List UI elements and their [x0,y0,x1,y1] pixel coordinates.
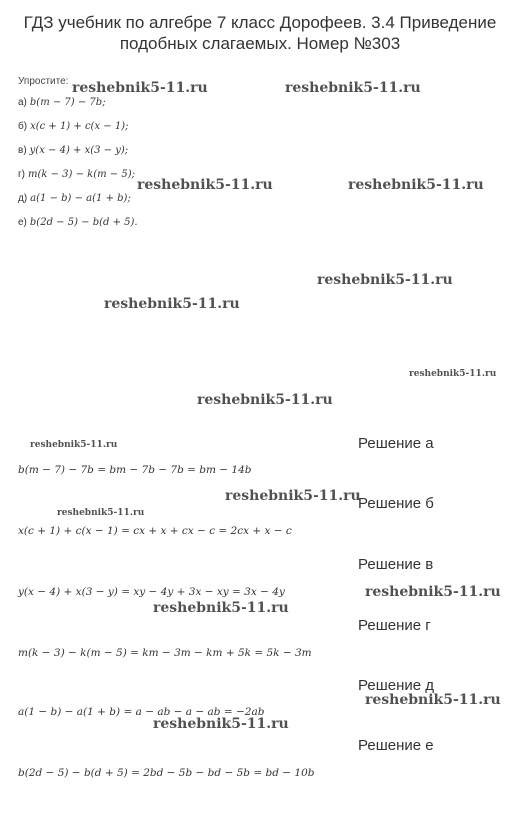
task-item-label: д) [18,193,28,204]
watermark: reshebnik5-11.ru [317,272,453,288]
task-item-label: в) [18,145,27,156]
solution-heading-b: Решение б [358,495,434,512]
solution-equation-a: b(m − 7) − 7b = bm − 7b − 7b = bm − 14b [18,464,252,476]
watermark: reshebnik5-11.ru [365,692,501,708]
watermark: reshebnik5-11.ru [409,369,497,379]
task-intro: Упростите: [18,76,69,87]
task-item-expr: m(k − 3) − k(m − 5); [27,169,135,180]
task-item-b [18,121,128,132]
page-title: ГДЗ учебник по алгебре 7 класс Дорофеев. 3.4 Приведение подобных слагаемых. Номер №303 [23,13,497,53]
task-item-e [18,217,138,228]
watermark: reshebnik5-11.ru [104,296,240,312]
watermark: reshebnik5-11.ru [285,80,421,96]
task-item-label: а) [18,97,27,108]
solution-heading-g: Решение г [358,617,431,634]
watermark: reshebnik5-11.ru [137,177,273,193]
task-item-g [18,169,135,180]
task-item-expr: x(c + 1) + c(x − 1); [30,121,129,132]
task-item-expr: y(x − 4) + x(3 − y); [29,145,129,156]
task-item-label: г) [18,169,25,180]
solution-equation-v: y(x − 4) + x(3 − y) = xy − 4y + 3x − xy = 3x − 4y [18,586,285,598]
solution-heading-d: Решение д [358,677,434,694]
solution-equation-e: b(2d − 5) − b(d + 5) = 2bd − 5b − bd − 5b = bd − 10b [18,767,315,779]
task-item-expr: b(2d − 5) − b(d + 5). [29,217,138,228]
task-item-a [18,97,106,108]
watermark: reshebnik5-11.ru [57,508,145,518]
task-item-v [18,145,128,156]
solution-equation-g: m(k − 3) − k(m − 5) = km − 3m − km + 5k = 5k − 3m [18,647,312,659]
watermark: reshebnik5-11.ru [153,716,289,732]
watermark: reshebnik5-11.ru [72,80,208,96]
task-item-expr: b(m − 7) − 7b; [29,97,106,108]
task-item-label: б) [18,121,28,132]
solution-heading-a: Решение а [358,435,434,452]
watermark: reshebnik5-11.ru [153,600,289,616]
watermark: reshebnik5-11.ru [30,440,118,450]
solution-heading-v: Решение в [358,556,434,573]
solution-equation-b: x(c + 1) + c(x − 1) = cx + x + cx − c = 2cx + x − c [18,525,292,537]
watermark: reshebnik5-11.ru [225,488,361,504]
task-item-label: е) [18,217,27,228]
solution-heading-e: Решение е [358,737,434,754]
watermark: reshebnik5-11.ru [365,584,501,600]
watermark: reshebnik5-11.ru [197,392,333,408]
solution-equation-d: a(1 − b) − a(1 + b) = a − ab − a − ab = −2ab [18,706,265,718]
watermark: reshebnik5-11.ru [348,177,484,193]
task-item-expr: a(1 − b) − a(1 + b); [30,193,131,204]
task-item-d [18,193,131,204]
